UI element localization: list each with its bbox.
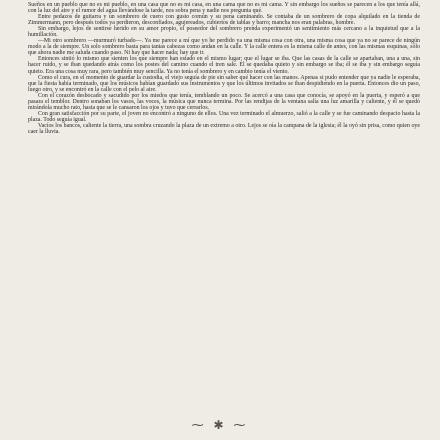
paragraph-7: Con el corazón desbocado y sacudido por los miedos que tenía, temblando un poco. Se acercó a una casa que conocía, se apoyó en la puerta, y esperó a que pasara el temblor. Dentro sonaban los vasos, las voces, la música que nunca termina. Por las rendijas de la ventana salía una luz amarilla y caliente, y él se quedó mirándola mucho rato, hasta que se le cansaron los ojos y tuvo que cerrarlos. bbox=[28, 92, 420, 111]
paragraph-4: —Mi otro sombrero —murmuró turbado—. Ya me parece a mí que yo he perdido ya una misma cosa con otra, una misma cosa que ya no se parece de ningún modo a la de siempre. Un solo sombrero basta para tantas cabezas como andan en la calle. Y la calle entera es la misma calle de antes, con las mismas esquinas, sólo que ahora nadie me saluda cuando paso. Ni hay que hacer nada; hay que ir. bbox=[28, 38, 420, 57]
paragraph-3: Sin embargo, lejos de sentirse herido en su amor propio, el poseedor del sombrero prenda experimentó un sentimiento más cercano a la inquietud que a la humillación. bbox=[28, 26, 420, 39]
paragraph-9: Vacíos los bancos, caliente la tierra, una sombra cruzando la plaza de un extremo a otro. Lejos se oía la campana de la iglesia; él la oyó sin prisa, como quien oye caer la lluvia. bbox=[28, 122, 420, 135]
end-ornament: ⁓ ✱ ⁓ bbox=[191, 418, 249, 432]
paragraph-2: Entre pedazos de guitarra y un sombrero de cuero con gusto común y su pena caminando. Se contaba de un sombrero de copa alquilado en la tienda de Zimmermann, pero después todos ya perdieron, desconfiados, agujereados, cubiertos de tablas y barro; mancha nos eran palabras, hombre. bbox=[28, 14, 420, 27]
paragraph-6: Como el cura, en el momento de guardar la custodia, el viejo seguía de pie sin saber qué hacer con las manos. Apenas si pudo entender que ya nadie le esperaba, que la fiesta había terminado, que los músicos habían guardado sus instrumentos y que los últimos invitados se iban despidiendo en la puerta. Entonces dio un paso, luego otro, y se encontró en la calle con el pelo al aire. bbox=[28, 74, 420, 93]
page-body-text bbox=[28, 2, 420, 135]
paragraph-1: Sueños en un pueblo que no es mi pueblo, en una casa que no es mi casa, en una cama que no es mi cama. Y sin embargo los sueños se parecen a los que tenía allá, con la luz del aire y el rumor del agua llevándose la tarde, nos sobra pena y nadie nos pregunta qué. bbox=[28, 2, 420, 15]
paragraph-8: Con gran satisfacción por su parte, el joven no encontró a ninguno de ellos. Una vez terminado el almuerzo, salió a la calle y se fue caminando despacio hasta la plaza. Todo seguía igual. bbox=[28, 110, 420, 123]
paragraph-5: Entonces sintió lo mismo que sienten los que siempre han estado en el mismo lugar: que el lugar se iba. Que las casas de la calle se apartaban, una a una, sin hacer ruido, y se iban quedando atrás como los postes del camino cuando el tren sale. Él se quedaba quieto y sin embargo se iba; él se iba y sin embargo seguía quieto. Era una cosa muy rara, pero también muy sencilla. Ya no tenía el sombrero y en cambio tenía el viento. bbox=[28, 56, 420, 75]
